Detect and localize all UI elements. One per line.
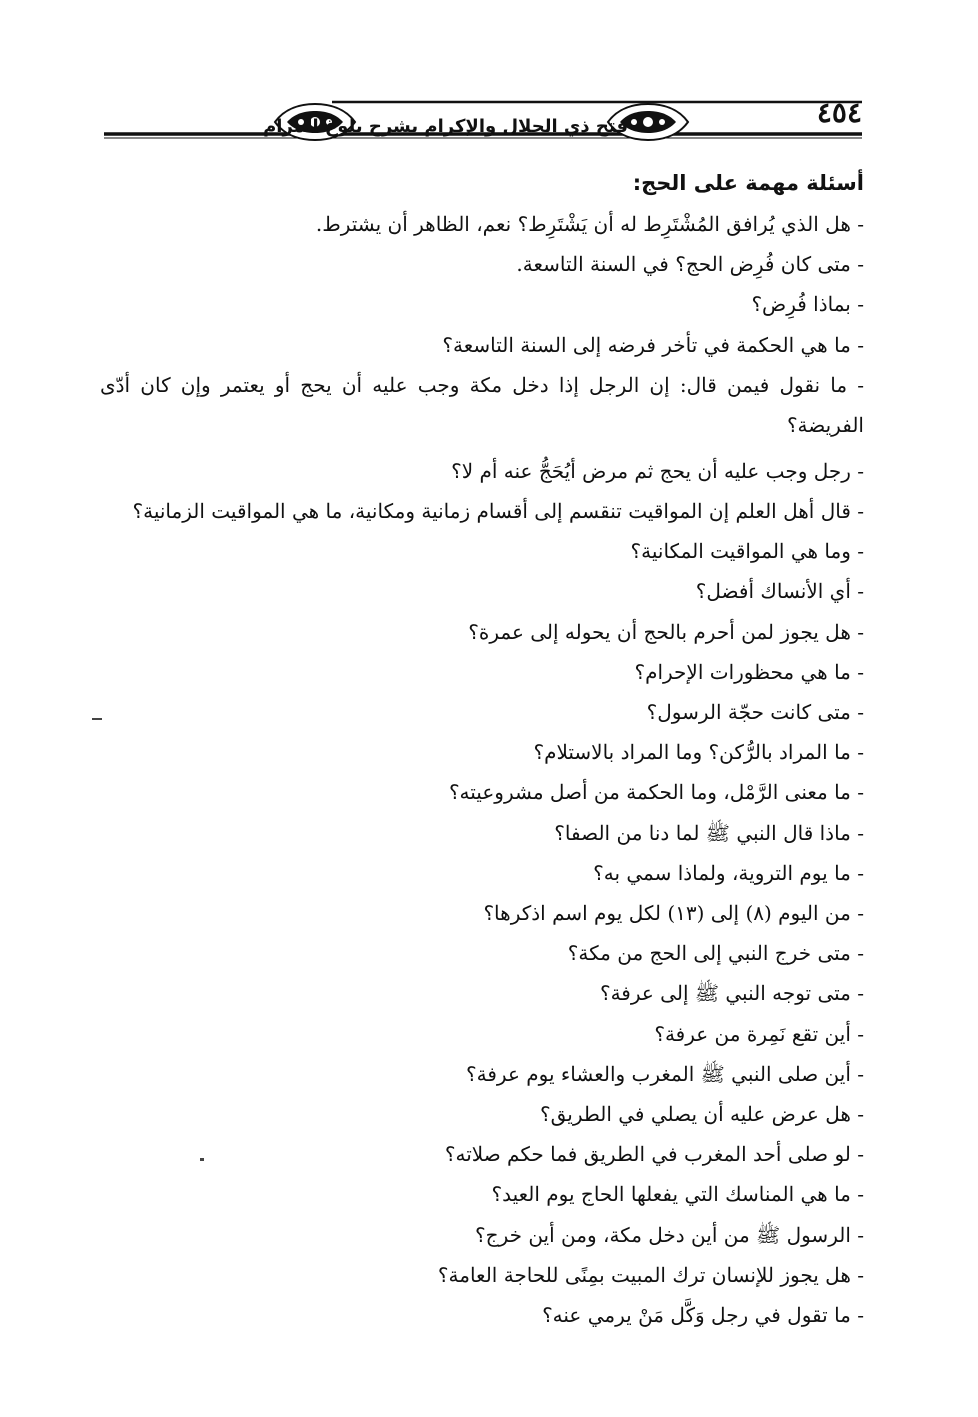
question-item: - ما المراد بالرُّكن؟ وما المراد بالاستلام؟ — [533, 740, 864, 765]
question-item: - هل يجوز لمن أحرم بالحج أن يحوله إلى عمرة؟ — [468, 619, 864, 644]
page-content — [100, 162, 864, 1335]
scan-mark — [200, 1158, 204, 1161]
page-number: ٤٥٤ — [816, 96, 862, 129]
question-item: - أين صلى النبي ﷺ المغرب والعشاء يوم عرفة؟ — [466, 1061, 864, 1086]
question-item: - وما هي المواقيت المكانية؟ — [630, 539, 864, 564]
question-item: - ما هي المناسك التي يفعلها الحاج يوم العيد؟ — [491, 1182, 864, 1207]
question-item: - قال أهل العلم إن المواقيت تنقسم إلى أقسام زمانية ومكانية، ما هي المواقيت الزمانية؟ — [132, 499, 864, 524]
section-heading: أسئلة مهمة على الحج: — [632, 171, 864, 195]
question-item: - هل الذي يُرافق المُشْتَرِط له أن يَشْتَرِط؟ نعم، الظاهر أن يشترط. — [315, 212, 864, 236]
question-item: - ما نقول فيمن قال: إن الرجل إذا دخل مكة وجب عليه أن يحج أو يعتمر وإن كان أدّى الفريضة؟ — [100, 372, 864, 437]
question-item: - هل عرض عليه أن يصلي في الطريق؟ — [539, 1102, 864, 1127]
question-item: - متى خرج النبي إلى الحج من مكة؟ — [567, 941, 864, 966]
question-item: - ما يوم التروية، ولماذا سمي به؟ — [593, 860, 864, 885]
scan-mark — [92, 718, 102, 720]
question-item: - ما معنى الرَّمْل، وما الحكمة من أصل مشروعيته؟ — [448, 780, 864, 805]
question-item: - أي الأنساك أفضل؟ — [695, 579, 864, 604]
question-item: - متى كانت حجّة الرسول؟ — [646, 700, 864, 725]
question-item: - أين تقع نَمِرة من عرفة؟ — [654, 1021, 864, 1046]
question-item: - لو صلى أحد المغرب في الطريق فما حكم صلاته؟ — [444, 1142, 864, 1167]
book-title: فتح ذي الجلال والإكرام بشرح بلوغ المرام — [263, 116, 628, 137]
question-item: - ماذا قال النبي ﷺ لما دنا من الصفا؟ — [554, 820, 864, 845]
question-item: - ما تقول في رجل وَكَّل مَنْ يرمي عنه؟ — [542, 1303, 864, 1328]
question-item: - رجل وجب عليه أن يحج ثم مرض أيُحَجُّ عنه أم لا؟ — [451, 458, 864, 483]
question-item: - متى كان فُرِض الحج؟ في السنة التاسعة. — [516, 252, 864, 277]
question-item: - ما هي محظورات الإحرام؟ — [634, 659, 864, 684]
page-header — [100, 92, 870, 154]
question-item: - ما هي الحكمة في تأخر فرضه إلى السنة التاسعة؟ — [442, 332, 864, 357]
question-item: - الرسول ﷺ من أين دخل مكة، ومن أين خرج؟ — [475, 1222, 864, 1247]
question-item: - من اليوم (٨) إلى (١٣) لكل يوم اسم اذكرها؟ — [483, 901, 864, 926]
question-item: - هل يجوز للإنسان ترك المبيت بمِنًى للحاجة العامة؟ — [437, 1262, 864, 1287]
question-item: - بماذا فُرِض؟ — [751, 292, 864, 317]
question-item: - متى توجه النبي ﷺ إلى عرفة؟ — [599, 981, 864, 1006]
